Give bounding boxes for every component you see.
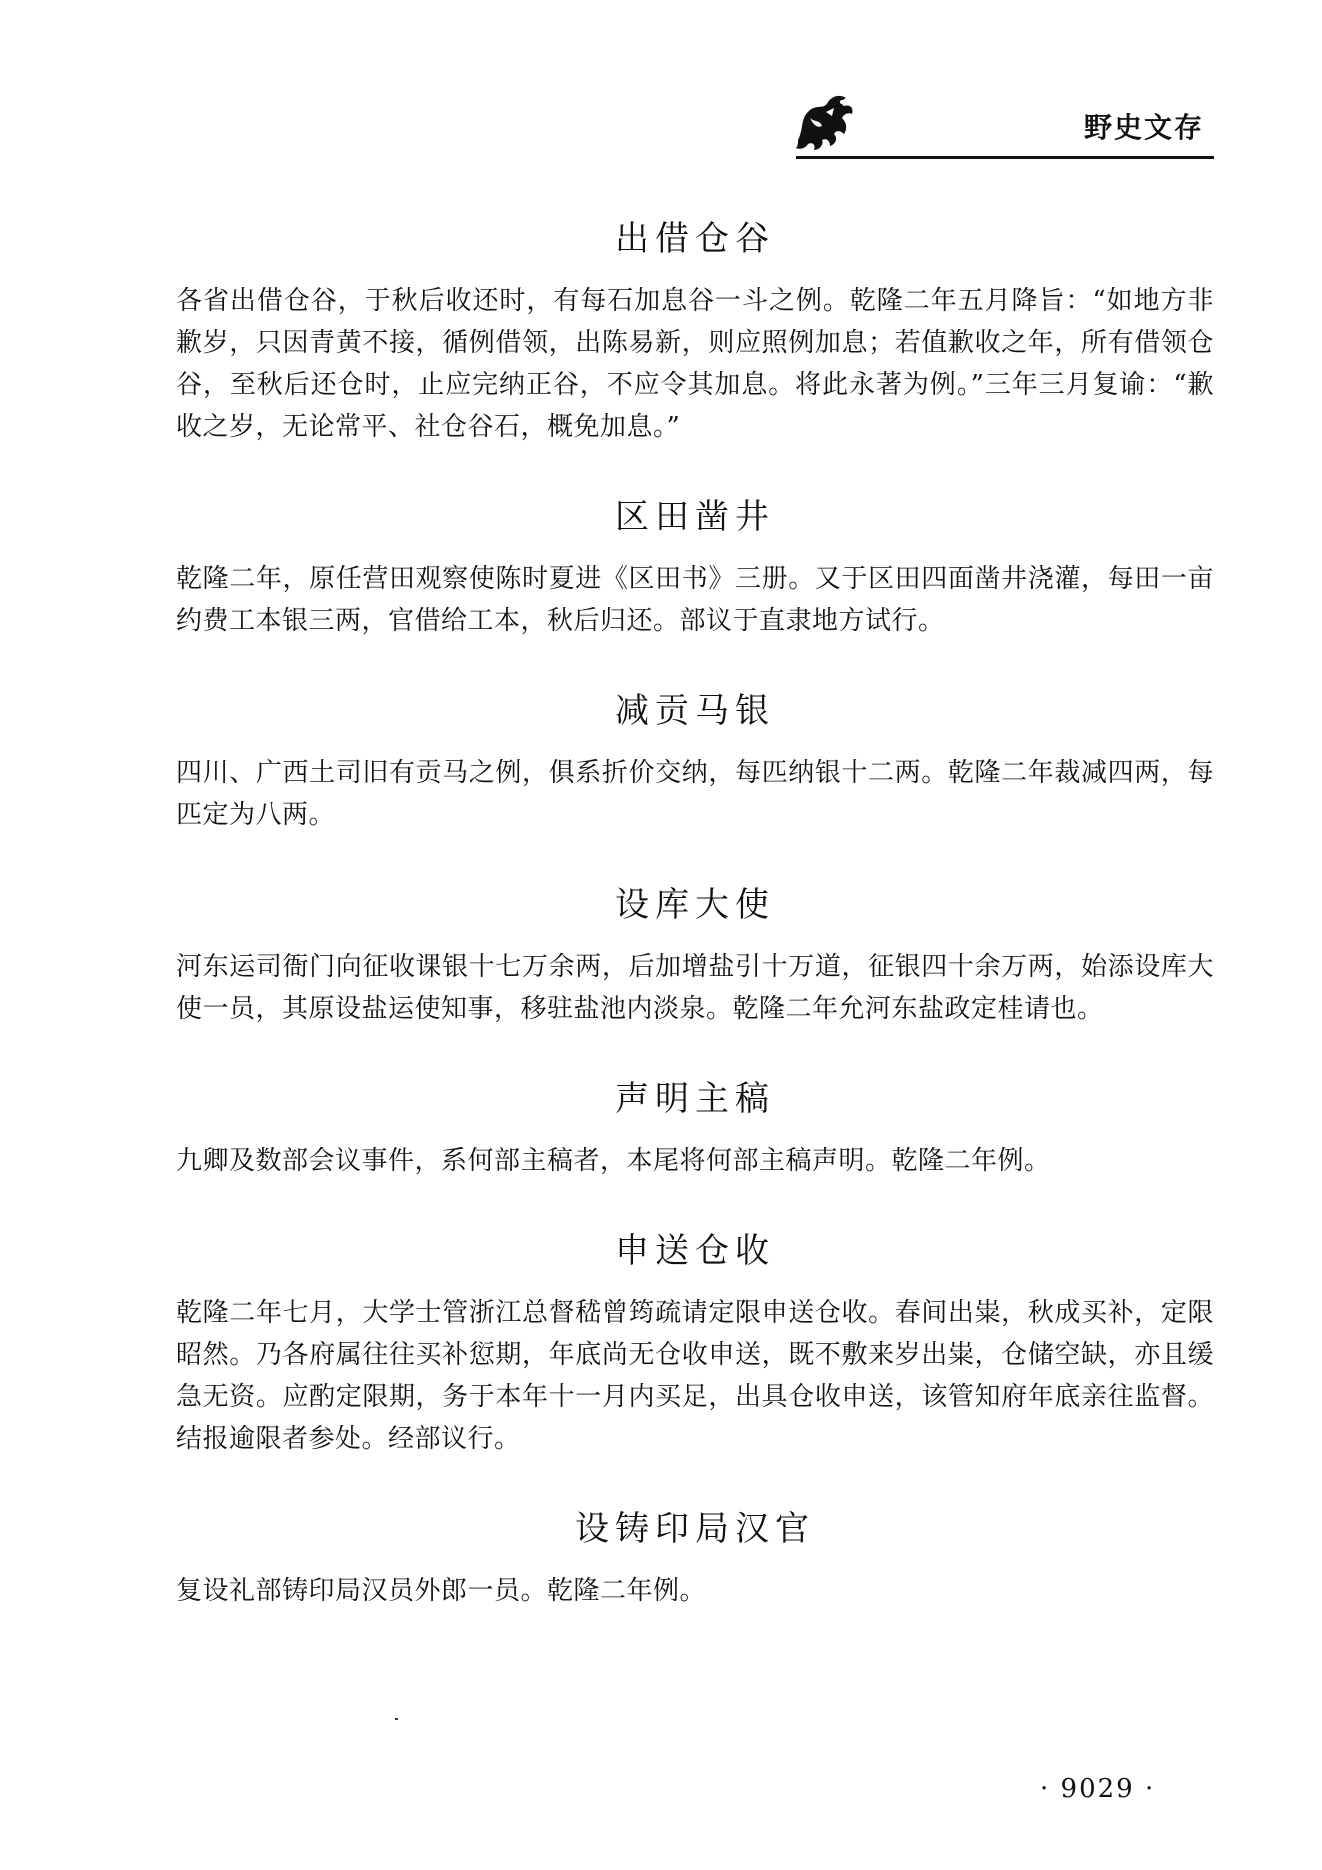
section-title: 区田凿井 — [615, 497, 775, 537]
section-body: 四川、广西土司旧有贡马之例，俱系折价交纳，每匹纳银十二两。乾隆二年裁减四两，每匹定为八两。 — [176, 758, 1214, 830]
page-header — [790, 88, 1214, 164]
section-title: 设铸印局汉官 — [575, 1509, 815, 1549]
section-title: 出借仓谷 — [615, 219, 775, 259]
section — [176, 210, 1214, 448]
page-number: · 9029 · — [1040, 1774, 1156, 1804]
section-title: 减贡马银 — [615, 691, 775, 731]
section-body: 乾隆二年七月，大学士管浙江总督嵇曾筠疏请定限申送仓收。春间出粜，秋成买补，定限昭然。乃各府属往往买补愆期，年底尚无仓收申送，既不敷来岁出粜，仓储空缺，亦且缓急无资。应酌定限期，务于本年十一月内买足，出具仓收申送，该管知府年底亲往监督。结报逾限者参处。经部议行。 — [176, 1298, 1214, 1454]
section-title: 声明主稿 — [615, 1079, 775, 1119]
section-body: 乾隆二年，原任营田观察使陈时夏进《区田书》三册。又于区田四面凿井浇灌，每田一亩约费工本银三两，官借给工本，秋后归还。部议于直隶地方试行。 — [176, 564, 1214, 636]
page-content — [176, 210, 1214, 1652]
header-rule — [796, 156, 1214, 159]
section — [176, 1500, 1214, 1612]
header-title: 野史文存 — [1083, 111, 1204, 144]
scan-speck — [395, 1718, 398, 1720]
dragon-emblem-icon — [790, 88, 860, 154]
section-title: 设库大使 — [615, 885, 775, 925]
section-body: 各省出借仓谷，于秋后收还时，有每石加息谷一斗之例。乾隆二年五月降旨：“如地方非歉岁，只因青黄不接，循例借领，出陈易新，则应照例加息；若值歉收之年，所有借领仓谷，至秋后还仓时，止应完纳正谷，不应令其加息。将此永著为例。”三年三月复谕：“歉收之岁，无论常平、社仓谷石，概免加息。” — [176, 286, 1214, 442]
section-body: 复设礼部铸印局汉员外郎一员。乾隆二年例。 — [176, 1576, 707, 1606]
section — [176, 682, 1214, 836]
section — [176, 488, 1214, 642]
section — [176, 876, 1214, 1030]
section — [176, 1070, 1214, 1182]
section-body: 河东运司衙门向征收课银十七万余两，后加增盐引十万道，征银四十余万两，始添设库大使一员，其原设盐运使知事，移驻盐池内淡泉。乾隆二年允河东盐政定桂请也。 — [176, 952, 1214, 1024]
section — [176, 1222, 1214, 1460]
section-body: 九卿及数部会议事件，系何部主稿者，本尾将何部主稿声明。乾隆二年例。 — [176, 1146, 1051, 1176]
section-title: 申送仓收 — [615, 1231, 775, 1271]
